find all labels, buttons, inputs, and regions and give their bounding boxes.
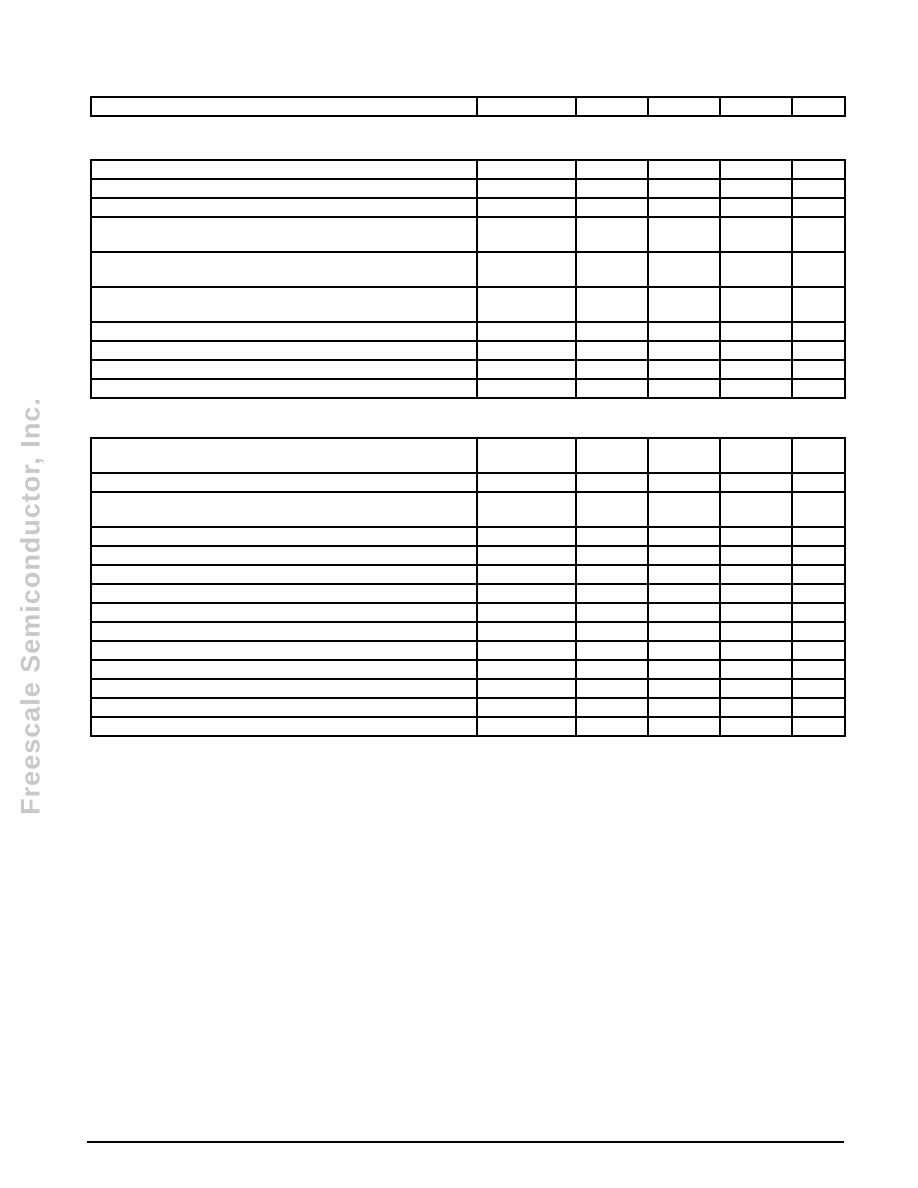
spec-table-2	[90, 159, 846, 399]
table-cell	[576, 438, 648, 473]
table-cell	[792, 473, 845, 492]
table-cell	[792, 641, 845, 660]
table-row	[91, 438, 845, 473]
table-cell	[477, 546, 576, 565]
table-cell	[91, 341, 477, 360]
table-cell	[720, 603, 792, 622]
table-cell	[720, 97, 792, 116]
table-cell	[720, 565, 792, 584]
table-cell	[792, 698, 845, 717]
table-cell	[576, 546, 648, 565]
table-row	[91, 565, 845, 584]
table-cell	[648, 287, 720, 322]
table-cell	[648, 160, 720, 179]
table-cell	[720, 492, 792, 527]
table-cell	[648, 679, 720, 698]
table-cell	[91, 252, 477, 287]
table-cell	[91, 565, 477, 584]
table-cell	[91, 179, 477, 198]
table-cell	[91, 287, 477, 322]
table-cell	[477, 252, 576, 287]
table-cell	[91, 641, 477, 660]
table-cell	[576, 179, 648, 198]
table-cell	[648, 527, 720, 546]
table-row	[91, 198, 845, 217]
table-cell	[720, 341, 792, 360]
table-cell	[477, 679, 576, 698]
table-cell	[576, 622, 648, 641]
table-cell	[648, 179, 720, 198]
table-cell	[792, 584, 845, 603]
spec-table-1	[90, 96, 846, 117]
table-cell	[576, 603, 648, 622]
table-row	[91, 179, 845, 198]
table-cell	[720, 252, 792, 287]
table-cell	[576, 584, 648, 603]
table-cell	[720, 641, 792, 660]
table-cell	[91, 217, 477, 252]
table-row	[91, 584, 845, 603]
table-cell	[720, 546, 792, 565]
table-cell	[648, 660, 720, 679]
table-cell	[720, 438, 792, 473]
table-cell	[792, 97, 845, 116]
table-cell	[720, 322, 792, 341]
table-row	[91, 379, 845, 398]
table-row	[91, 546, 845, 565]
table-cell	[477, 322, 576, 341]
table-cell	[91, 717, 477, 736]
table-cell	[648, 198, 720, 217]
table-cell	[792, 217, 845, 252]
table-cell	[477, 527, 576, 546]
table-cell	[91, 527, 477, 546]
table-cell	[91, 322, 477, 341]
table-cell	[91, 198, 477, 217]
table-cell	[648, 97, 720, 116]
table-cell	[477, 379, 576, 398]
table-cell	[648, 473, 720, 492]
table-cell	[477, 438, 576, 473]
table-cell	[720, 527, 792, 546]
table-cell	[576, 565, 648, 584]
table-row	[91, 698, 845, 717]
table-cell	[477, 360, 576, 379]
table-row	[91, 603, 845, 622]
table-cell	[477, 492, 576, 527]
table-cell	[91, 473, 477, 492]
table-cell	[576, 360, 648, 379]
table-cell	[91, 584, 477, 603]
table-cell	[792, 679, 845, 698]
table-cell	[477, 341, 576, 360]
table-cell	[576, 160, 648, 179]
table-cell	[477, 660, 576, 679]
table-row	[91, 492, 845, 527]
watermark-text: Freescale Semiconductor, Inc.	[15, 397, 46, 815]
table-cell	[91, 492, 477, 527]
table-cell	[477, 217, 576, 252]
table-cell	[792, 360, 845, 379]
table-cell	[576, 717, 648, 736]
table-cell	[648, 252, 720, 287]
table-cell	[792, 717, 845, 736]
table-cell	[576, 97, 648, 116]
table-cell	[91, 160, 477, 179]
table-cell	[720, 698, 792, 717]
table-cell	[792, 492, 845, 527]
table-cell	[648, 379, 720, 398]
table-cell	[477, 717, 576, 736]
table-cell	[720, 660, 792, 679]
table-cell	[477, 603, 576, 622]
table-row	[91, 717, 845, 736]
table-cell	[648, 698, 720, 717]
table-cell	[648, 565, 720, 584]
table-cell	[792, 379, 845, 398]
table-cell	[648, 546, 720, 565]
table-cell	[91, 698, 477, 717]
table-cell	[720, 160, 792, 179]
table-cell	[648, 322, 720, 341]
table-row	[91, 641, 845, 660]
table-cell	[576, 527, 648, 546]
table-cell	[576, 198, 648, 217]
table-cell	[792, 660, 845, 679]
table-cell	[648, 492, 720, 527]
table-cell	[576, 641, 648, 660]
table-cell	[91, 679, 477, 698]
table-cell	[91, 438, 477, 473]
table-row	[91, 679, 845, 698]
spec-table-3	[90, 437, 846, 737]
table-cell	[720, 473, 792, 492]
table-cell	[576, 473, 648, 492]
table-row	[91, 217, 845, 252]
table-cell	[720, 679, 792, 698]
table-cell	[720, 198, 792, 217]
table-cell	[792, 603, 845, 622]
table-cell	[648, 217, 720, 252]
table-cell	[576, 287, 648, 322]
table-cell	[576, 322, 648, 341]
table-cell	[477, 198, 576, 217]
table-cell	[792, 160, 845, 179]
table-cell	[477, 698, 576, 717]
table-cell	[792, 198, 845, 217]
table-cell	[477, 287, 576, 322]
table-cell	[477, 565, 576, 584]
table-cell	[477, 622, 576, 641]
table-cell	[477, 160, 576, 179]
table-cell	[477, 641, 576, 660]
table-cell	[792, 565, 845, 584]
table-cell	[477, 97, 576, 116]
table-row	[91, 287, 845, 322]
table-cell	[648, 360, 720, 379]
table-cell	[648, 717, 720, 736]
table-cell	[792, 546, 845, 565]
table-cell	[576, 679, 648, 698]
table-cell	[576, 698, 648, 717]
table-cell	[648, 641, 720, 660]
table-row	[91, 622, 845, 641]
table-cell	[792, 438, 845, 473]
table-cell	[91, 660, 477, 679]
table-cell	[792, 527, 845, 546]
table-cell	[792, 341, 845, 360]
table-cell	[792, 622, 845, 641]
footer-rule	[87, 1141, 844, 1143]
table-row	[91, 322, 845, 341]
table-cell	[648, 603, 720, 622]
table-cell	[576, 492, 648, 527]
table-cell	[720, 179, 792, 198]
table-cell	[648, 341, 720, 360]
table-cell	[792, 252, 845, 287]
table-row	[91, 341, 845, 360]
table-cell	[576, 217, 648, 252]
table-cell	[576, 341, 648, 360]
table-cell	[91, 603, 477, 622]
table-cell	[477, 584, 576, 603]
table-cell	[720, 287, 792, 322]
table-cell	[91, 546, 477, 565]
table-row	[91, 160, 845, 179]
table-row	[91, 97, 845, 116]
table-cell	[576, 252, 648, 287]
table-row	[91, 473, 845, 492]
table-cell	[648, 584, 720, 603]
table-cell	[792, 179, 845, 198]
table-cell	[91, 622, 477, 641]
table-cell	[91, 379, 477, 398]
table-cell	[720, 360, 792, 379]
table-cell	[720, 584, 792, 603]
table-cell	[720, 717, 792, 736]
table-cell	[576, 660, 648, 679]
table-cell	[792, 322, 845, 341]
table-cell	[91, 97, 477, 116]
table-row	[91, 660, 845, 679]
table-cell	[792, 287, 845, 322]
table-cell	[720, 622, 792, 641]
table-cell	[477, 473, 576, 492]
table-cell	[648, 438, 720, 473]
table-cell	[720, 379, 792, 398]
table-cell	[477, 179, 576, 198]
table-cell	[720, 217, 792, 252]
table-cell	[91, 360, 477, 379]
table-row	[91, 527, 845, 546]
table-row	[91, 252, 845, 287]
table-row	[91, 360, 845, 379]
table-cell	[576, 379, 648, 398]
table-cell	[648, 622, 720, 641]
